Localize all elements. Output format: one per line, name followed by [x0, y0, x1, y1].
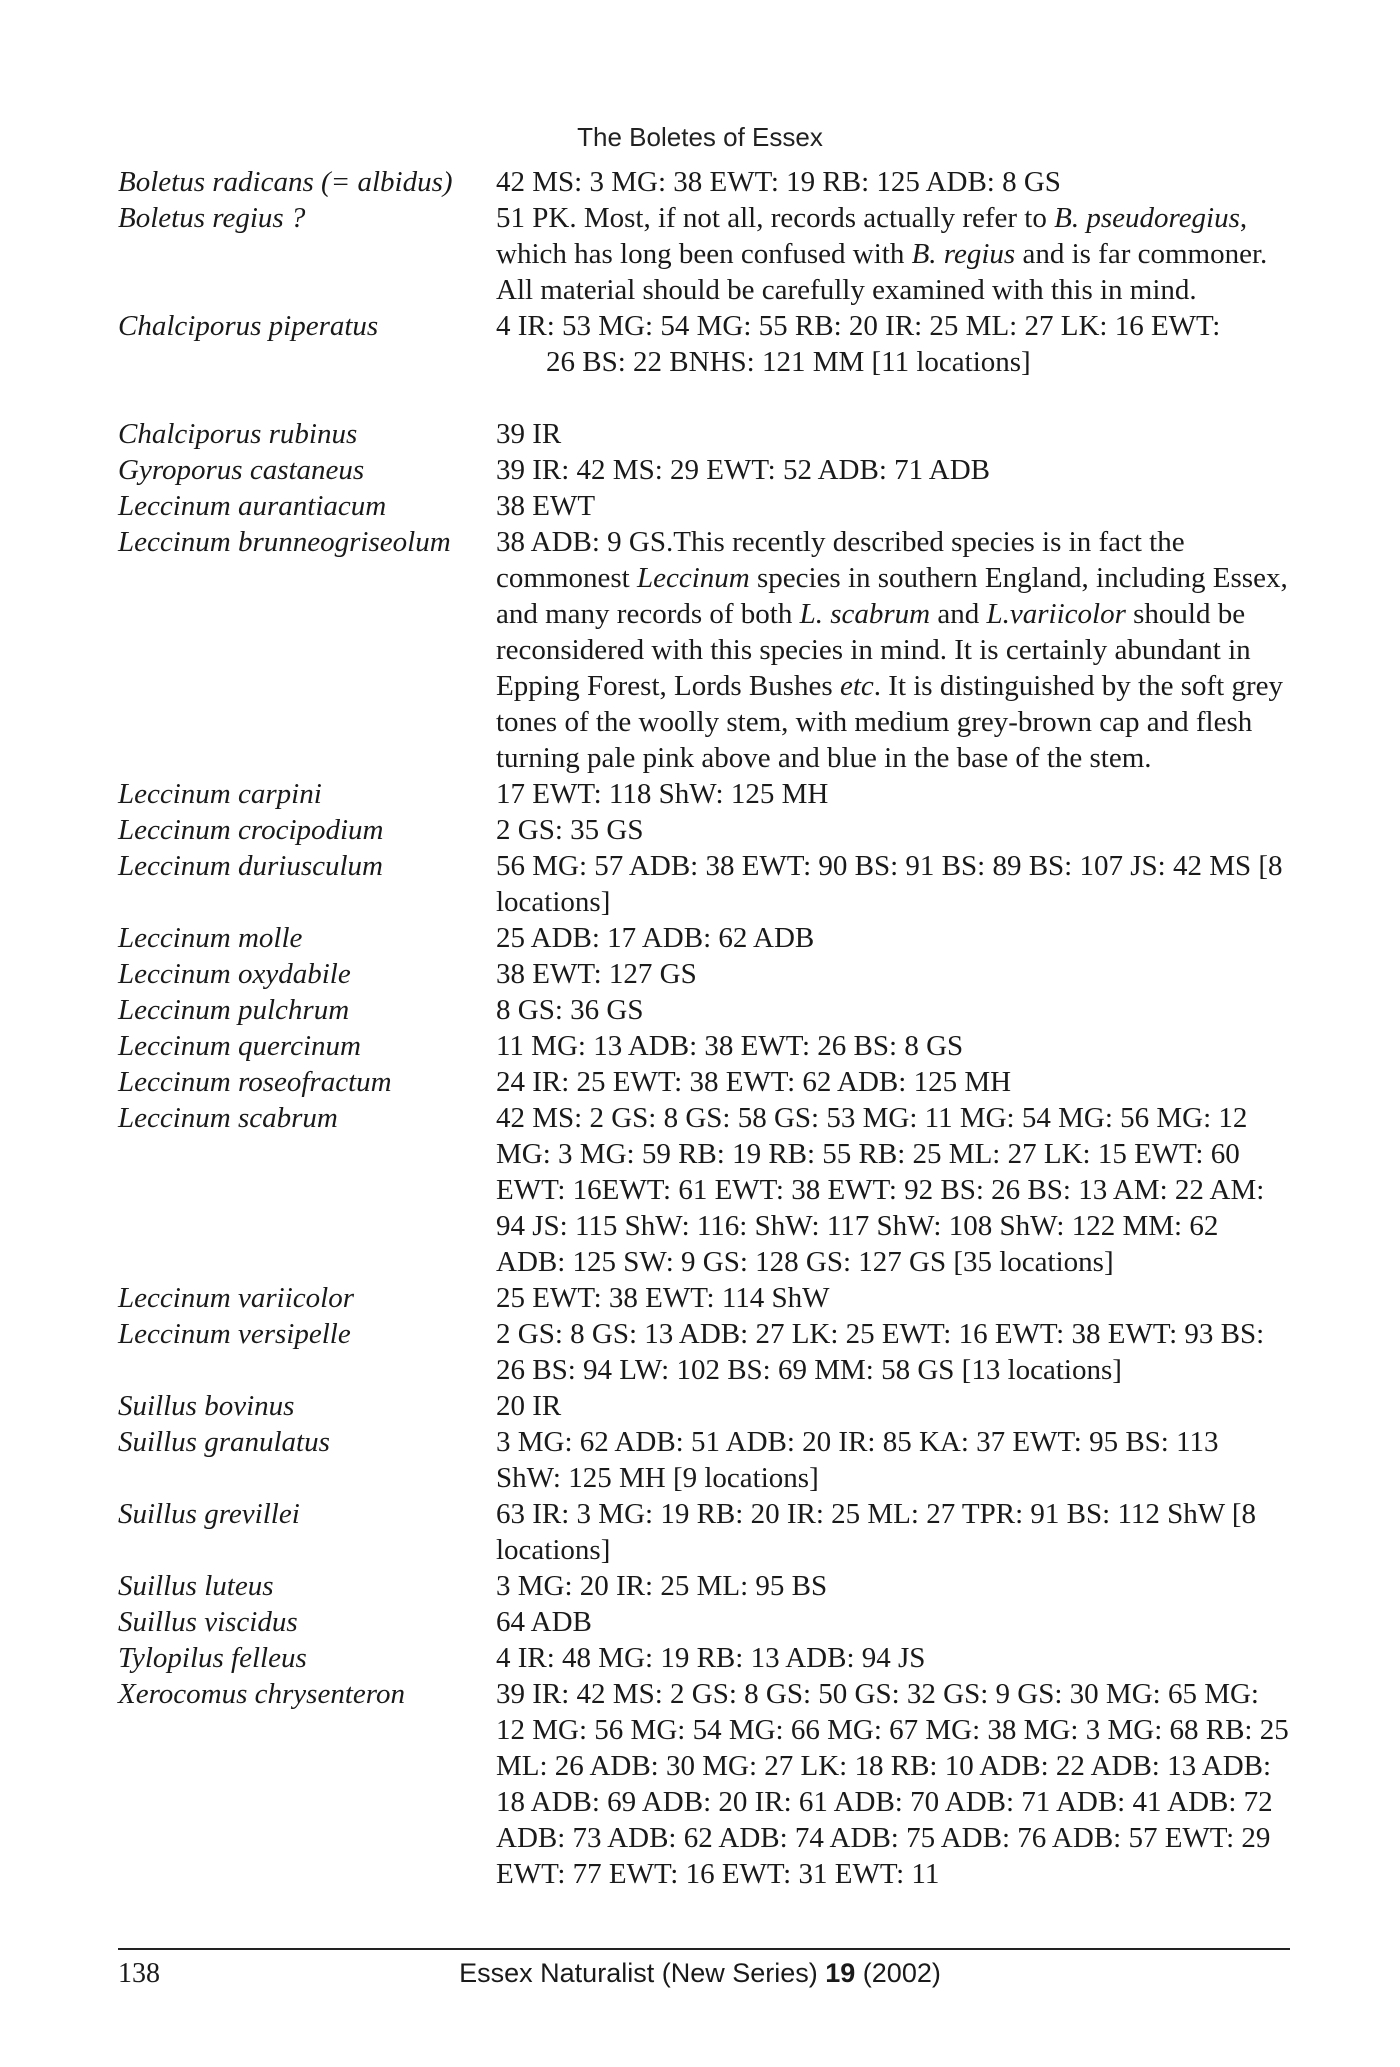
species-row	[118, 1316, 1290, 1388]
species-row	[118, 1028, 1290, 1064]
record-text: 24 IR: 25 EWT: 38 EWT: 62 ADB: 125 MH	[496, 1066, 1012, 1098]
species-name: Gyroporus castaneus	[118, 454, 365, 486]
species-name: Leccinum quercinum	[118, 1030, 361, 1062]
species-row	[118, 416, 1290, 452]
species-row	[118, 956, 1290, 992]
record-text: 17 EWT: 118 ShW: 125 MH	[496, 778, 829, 810]
record-text: 4 IR: 48 MG: 19 RB: 13 ADB: 94 JS	[496, 1642, 926, 1674]
record-text: 8 GS: 36 GS	[496, 994, 644, 1026]
record-text: 2 GS: 35 GS	[496, 814, 644, 846]
species-row	[118, 848, 1290, 920]
species-row	[118, 1280, 1290, 1316]
record-text: 64 ADB	[496, 1606, 592, 1638]
species-name: Leccinum variicolor	[118, 1282, 354, 1314]
species-name: Boletus radicans (= albidus)	[118, 166, 453, 198]
species-name: Tylopilus felleus	[118, 1642, 307, 1674]
record-text: 39 IR	[496, 418, 562, 450]
species-row	[118, 1064, 1290, 1100]
species-name: Suillus viscidus	[118, 1606, 298, 1638]
species-row	[118, 308, 1290, 380]
record-text: 39 IR: 42 MS: 29 EWT: 52 ADB: 71 ADB	[496, 454, 991, 486]
record-text: 38 EWT: 127 GS	[496, 958, 697, 990]
footer-rule	[118, 1948, 1290, 1950]
species-row	[118, 1568, 1290, 1604]
species-records	[118, 164, 1290, 1892]
species-name: Xerocomus chrysenteron	[118, 1678, 405, 1710]
record-text: 20 IR	[496, 1390, 562, 1422]
species-row	[118, 164, 1290, 200]
species-row	[118, 1388, 1290, 1424]
record-text: 38 EWT	[496, 490, 596, 522]
species-row	[118, 1640, 1290, 1676]
species-row	[118, 1424, 1290, 1496]
species-name: Leccinum versipelle	[118, 1318, 351, 1350]
species-name: Suillus bovinus	[118, 1390, 295, 1422]
record-text: 2 GS: 8 GS: 13 ADB: 27 LK: 25 EWT: 16 EWT: 38 EWT: 93 BS: 26 BS: 94 LW: 102 BS: 69 MM: 58 GS [13 locations]	[496, 1318, 1265, 1386]
species-name: Leccinum carpini	[118, 778, 322, 810]
record-text: 38 ADB: 9 GS.This recently described species is in fact the commonest Leccinum species in southern England, including Essex, and many records of both L. scabrum and L.variicolor should be reconsidered with this species in mind. It is certainly abundant in Epping Forest, Lords Bushes etc. It is distinguished by the soft grey tones of the woolly stem, with medium grey-brown cap and flesh turning pale pink above and blue in the base of the stem.	[496, 526, 1288, 774]
species-name: Suillus grevillei	[118, 1498, 300, 1530]
record-text: 25 EWT: 38 EWT: 114 ShW	[496, 1282, 830, 1314]
record-text: 3 MG: 62 ADB: 51 ADB: 20 IR: 85 KA: 37 EWT: 95 BS: 113 ShW: 125 MH [9 locations]	[496, 1426, 1219, 1494]
species-name: Leccinum crocipodium	[118, 814, 384, 846]
volume-number: 19	[825, 1958, 856, 1988]
species-name: Leccinum roseofractum	[118, 1066, 392, 1098]
record-text: 56 MG: 57 ADB: 38 EWT: 90 BS: 91 BS: 89 BS: 107 JS: 42 MS [8 locations]	[496, 850, 1283, 918]
record-text: 3 MG: 20 IR: 25 ML: 95 BS	[496, 1570, 828, 1602]
species-name: Leccinum scabrum	[118, 1102, 338, 1134]
journal-year: (2002)	[855, 1958, 941, 1988]
record-text: 42 MS: 3 MG: 38 EWT: 19 RB: 125 ADB: 8 GS	[496, 166, 1061, 198]
species-name: Chalciporus piperatus	[118, 310, 379, 342]
species-row	[118, 1604, 1290, 1640]
record-text: 11 MG: 13 ADB: 38 EWT: 26 BS: 8 GS	[496, 1030, 964, 1062]
species-row	[118, 812, 1290, 848]
species-row	[118, 776, 1290, 812]
species-name: Suillus granulatus	[118, 1426, 330, 1458]
species-row	[118, 1676, 1290, 1892]
record-text: 51 PK. Most, if not all, records actually refer to B. pseudoregius, which has long been confused with B. regius and is far commoner. All material should be carefully examined with this in mind.	[496, 202, 1268, 306]
record-text: 39 IR: 42 MS: 2 GS: 8 GS: 50 GS: 32 GS: 9 GS: 30 MG: 65 MG: 12 MG: 56 MG: 54 MG: 66 MG: 67 MG: 38 MG: 3 MG: 68 RB: 25 ML: 26 ADB: 30 MG: 27 LK: 18 RB: 10 ADB: 22 ADB: 13 ADB: 18 ADB: 69 ADB: 20 IR: 61 ADB: 70 ADB: 71 ADB: 41 ADB: 72 ADB: 73 ADB: 62 ADB: 74 ADB: 75 ADB: 76 ADB: 57 EWT: 29 EWT: 77 EWT: 16 EWT: 31 EWT: 11	[496, 1678, 1289, 1890]
species-row	[118, 992, 1290, 1028]
species-row	[118, 1496, 1290, 1568]
species-row	[118, 1100, 1290, 1280]
species-name: Leccinum molle	[118, 922, 303, 954]
species-name: Leccinum oxydabile	[118, 958, 351, 990]
species-row	[118, 920, 1290, 956]
species-row	[118, 452, 1290, 488]
species-name: Chalciporus rubinus	[118, 418, 358, 450]
species-name: Leccinum pulchrum	[118, 994, 350, 1026]
species-row	[118, 488, 1290, 524]
species-name: Leccinum brunneogriseolum	[118, 526, 451, 558]
record-text: 42 MS: 2 GS: 8 GS: 58 GS: 53 MG: 11 MG: 54 MG: 56 MG: 12 MG: 3 MG: 59 RB: 19 RB: 55 RB: 25 ML: 27 LK: 15 EWT: 60 EWT: 16EWT: 61 EWT: 38 EWT: 92 BS: 26 BS: 13 AM: 22 AM: 94 JS: 115 ShW: 116: ShW: 117 ShW: 108 ShW: 122 MM: 62 ADB: 125 SW: 9 GS: 128 GS: 127 GS [35 locations]	[496, 1102, 1265, 1278]
record-text: 63 IR: 3 MG: 19 RB: 20 IR: 25 ML: 27 TPR: 91 BS: 112 ShW [8 locations]	[496, 1498, 1257, 1566]
journal-citation	[0, 1958, 1400, 1989]
page-number: 138	[118, 1958, 160, 1989]
species-row	[118, 200, 1290, 308]
record-text: 25 ADB: 17 ADB: 62 ADB	[496, 922, 815, 954]
journal-name: Essex Naturalist (New Series)	[459, 1958, 826, 1988]
species-name: Leccinum aurantiacum	[118, 490, 387, 522]
species-name: Boletus regius ?	[118, 202, 306, 234]
record-text: 4 IR: 53 MG: 54 MG: 55 RB: 20 IR: 25 ML: 27 LK: 16 EWT: 26 BS: 22 BNHS: 121 MM [11 locations]	[496, 310, 1221, 378]
species-name: Suillus luteus	[118, 1570, 274, 1602]
running-title: The Boletes of Essex	[577, 122, 823, 152]
species-name: Leccinum duriusculum	[118, 850, 383, 882]
species-row	[118, 524, 1290, 776]
